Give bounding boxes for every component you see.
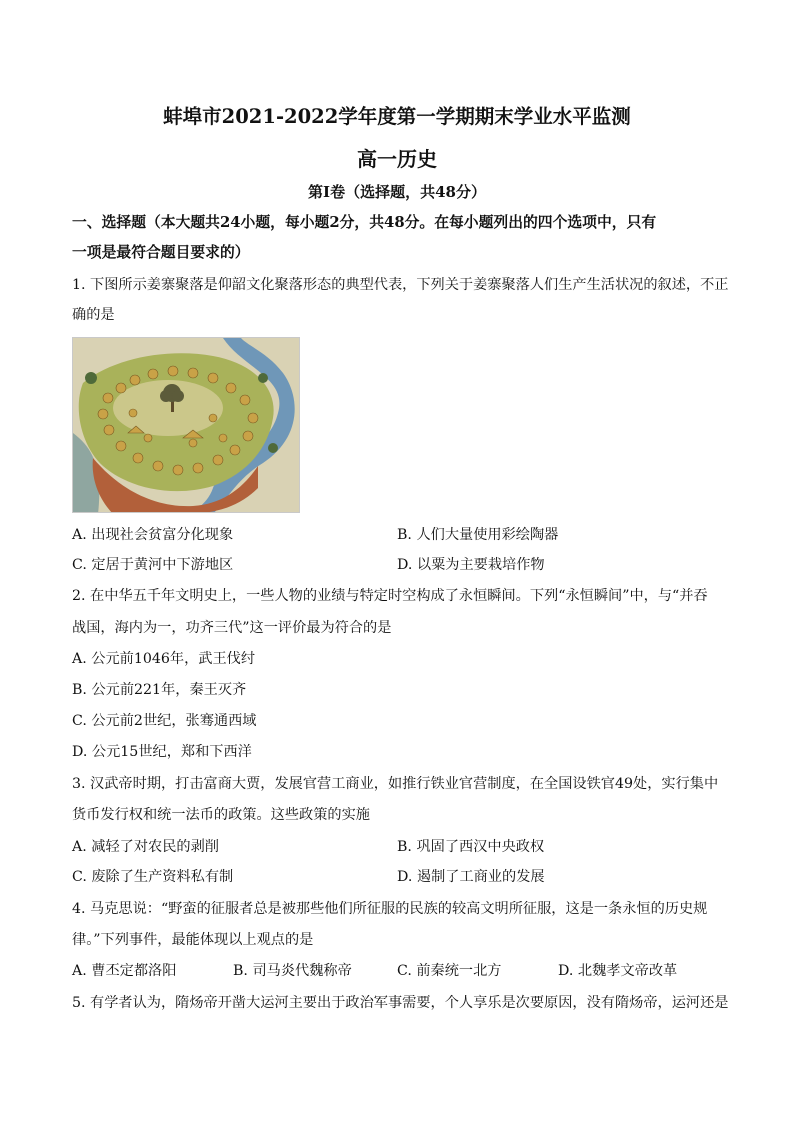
question-1-option-d: D. 以粟为主要栽培作物	[397, 557, 545, 573]
volume-heading: 第I卷（选择题，共48分）	[308, 183, 486, 201]
question-2-option-a: A. 公元前1046年，武王伐纣	[72, 651, 256, 667]
settlement-image	[72, 337, 300, 513]
question-4-option-b: B. 司马炎代魏称帝	[233, 963, 352, 979]
section-instructions-line1: 一、选择题（本大题共24小题，每小题2分，共48分。在每小题列出的四个选项中，只有	[72, 214, 657, 231]
question-1-option-a: A. 出现社会贫富分化现象	[72, 527, 234, 543]
question-3-option-b: B. 巩固了西汉中央政权	[397, 839, 545, 855]
question-3-stem-line1: 3. 汉武帝时期，打击富商大贾，发展官营工商业，如推行铁业官营制度，在全国设铁官49处，实行集中	[72, 776, 719, 792]
question-1-stem-line1: 1. 下图所示姜寨聚落是仰韶文化聚落形态的典型代表，下列关于姜寨聚落人们生产生活状况的叙述，不正	[72, 277, 729, 293]
question-3-option-d: D. 遏制了工商业的发展	[397, 869, 545, 885]
jiangzhai-settlement-illustration-icon	[73, 338, 300, 513]
question-4-option-c: C. 前秦统一北方	[397, 963, 502, 979]
question-1-option-c: C. 定居于黄河中下游地区	[72, 557, 234, 573]
question-2-option-b: B. 公元前221年，秦王灭齐	[72, 682, 247, 698]
question-3-stem-line2: 货币发行权和统一法币的政策。这些政策的实施	[72, 807, 370, 823]
question-4-option-a: A. 曹丕定都洛阳	[72, 963, 177, 979]
question-4-option-d: D. 北魏孝文帝改革	[558, 963, 678, 979]
question-5-stem-line1: 5. 有学者认为，隋炀帝开凿大运河主要出于政治军事需要，个人享乐是次要原因，没有隋炀帝，运河还是	[72, 995, 729, 1011]
section-instructions-line2: 一项是最符合题目要求的）	[72, 244, 250, 261]
question-2-stem-line2: 战国，海内为一，功齐三代”这一评价最为符合的是	[72, 620, 392, 636]
question-4-stem-line1: 4. 马克思说：“野蛮的征服者总是被那些他们所征服的民族的较高文明所征服，这是一条永恒的历史规	[72, 901, 708, 917]
question-4-stem-line2: 律。”下列事件，最能体现以上观点的是	[72, 932, 314, 948]
question-3-option-a: A. 减轻了对农民的剥削	[72, 839, 219, 855]
question-2-stem-line1: 2. 在中华五千年文明史上，一些人物的业绩与特定时空构成了永恒瞬间。下列“永恒瞬间”中，与“并吞	[72, 588, 708, 604]
question-2-option-c: C. 公元前2世纪，张骞通西域	[72, 713, 257, 729]
exam-title: 蚌埠市2021-2022学年度第一学期期末学业水平监测	[163, 105, 631, 128]
question-3-option-c: C. 废除了生产资料私有制	[72, 869, 234, 885]
question-1-stem-line2: 确的是	[72, 307, 115, 323]
question-2-option-d: D. 公元15世纪，郑和下西洋	[72, 744, 252, 760]
exam-subject: 高一历史	[357, 147, 437, 171]
question-1-option-b: B. 人们大量使用彩绘陶器	[397, 527, 559, 543]
